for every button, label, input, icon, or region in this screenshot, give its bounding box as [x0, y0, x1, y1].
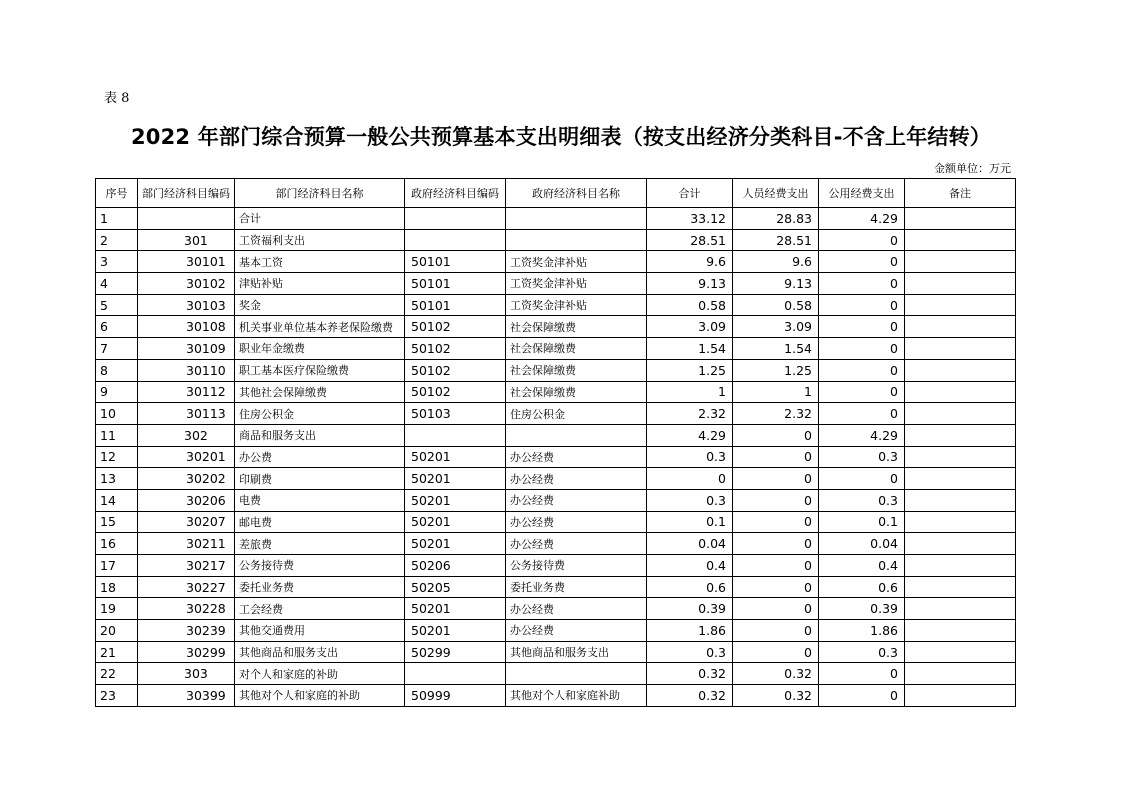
cell-dept-code: 30239 — [138, 620, 235, 642]
cell-dept-name: 其他商品和服务支出 — [235, 641, 405, 663]
cell-dept-name: 工会经费 — [235, 598, 405, 620]
cell-seq: 17 — [96, 555, 138, 577]
header-dept-name: 部门经济科目名称 — [235, 179, 405, 208]
cell-public: 0 — [819, 273, 905, 295]
cell-gov-name — [506, 208, 647, 230]
cell-dept-name: 商品和服务支出 — [235, 424, 405, 446]
cell-personnel: 0.58 — [733, 294, 819, 316]
cell-dept-code: 303 — [138, 663, 235, 685]
cell-dept-name: 公务接待费 — [235, 555, 405, 577]
cell-dept-code: 30102 — [138, 273, 235, 295]
cell-seq: 7 — [96, 338, 138, 360]
cell-dept-code: 30399 — [138, 685, 235, 707]
cell-seq: 23 — [96, 685, 138, 707]
cell-dept-name: 工资福利支出 — [235, 229, 405, 251]
cell-dept-name: 职业年金缴费 — [235, 338, 405, 360]
cell-personnel: 28.83 — [733, 208, 819, 230]
cell-note — [905, 598, 1016, 620]
cell-personnel: 0 — [733, 641, 819, 663]
cell-public: 0.3 — [819, 446, 905, 468]
cell-dept-name: 邮电费 — [235, 511, 405, 533]
cell-public: 0 — [819, 294, 905, 316]
cell-public: 0 — [819, 468, 905, 490]
cell-total: 2.32 — [647, 403, 733, 425]
table-row — [96, 663, 1016, 685]
cell-public: 0.39 — [819, 598, 905, 620]
table-row — [96, 273, 1016, 295]
header-gov-name: 政府经济科目名称 — [506, 179, 647, 208]
cell-dept-code: 301 — [138, 229, 235, 251]
budget-table — [95, 178, 1016, 707]
cell-total: 1.54 — [647, 338, 733, 360]
cell-gov-name: 办公经费 — [506, 468, 647, 490]
cell-dept-name: 津贴补贴 — [235, 273, 405, 295]
cell-gov-name — [506, 424, 647, 446]
cell-total: 1 — [647, 381, 733, 403]
cell-total: 0.3 — [647, 446, 733, 468]
table-row — [96, 576, 1016, 598]
cell-total: 0.1 — [647, 511, 733, 533]
cell-seq: 9 — [96, 381, 138, 403]
cell-note — [905, 489, 1016, 511]
cell-public: 0 — [819, 381, 905, 403]
cell-public: 4.29 — [819, 424, 905, 446]
cell-dept-code: 30206 — [138, 489, 235, 511]
cell-note — [905, 338, 1016, 360]
cell-note — [905, 620, 1016, 642]
table-row — [96, 403, 1016, 425]
table-row — [96, 208, 1016, 230]
cell-gov-name: 社会保障缴费 — [506, 338, 647, 360]
table-row — [96, 598, 1016, 620]
cell-public: 4.29 — [819, 208, 905, 230]
cell-gov-code — [405, 663, 506, 685]
cell-gov-code: 50201 — [405, 598, 506, 620]
cell-dept-name: 基本工资 — [235, 251, 405, 273]
cell-seq: 21 — [96, 641, 138, 663]
cell-dept-code: 30228 — [138, 598, 235, 620]
cell-total: 28.51 — [647, 229, 733, 251]
cell-gov-code — [405, 208, 506, 230]
cell-total: 1.86 — [647, 620, 733, 642]
cell-gov-code: 50101 — [405, 273, 506, 295]
cell-note — [905, 555, 1016, 577]
table-number: 表 8 — [104, 91, 130, 106]
cell-public: 0.6 — [819, 576, 905, 598]
cell-gov-code: 50201 — [405, 533, 506, 555]
cell-gov-code: 50103 — [405, 403, 506, 425]
cell-dept-code: 30211 — [138, 533, 235, 555]
cell-seq: 2 — [96, 229, 138, 251]
cell-gov-name: 办公经费 — [506, 446, 647, 468]
cell-note — [905, 424, 1016, 446]
cell-public: 0 — [819, 685, 905, 707]
header-seq: 序号 — [96, 179, 138, 208]
cell-gov-name: 公务接待费 — [506, 555, 647, 577]
cell-dept-name: 职工基本医疗保险缴费 — [235, 359, 405, 381]
cell-gov-name: 办公经费 — [506, 533, 647, 555]
cell-personnel: 0 — [733, 489, 819, 511]
cell-total: 1.25 — [647, 359, 733, 381]
cell-dept-code: 30227 — [138, 576, 235, 598]
cell-dept-code: 30101 — [138, 251, 235, 273]
cell-seq: 10 — [96, 403, 138, 425]
cell-note — [905, 511, 1016, 533]
cell-dept-code: 30113 — [138, 403, 235, 425]
cell-seq: 11 — [96, 424, 138, 446]
cell-seq: 12 — [96, 446, 138, 468]
cell-personnel: 0.32 — [733, 685, 819, 707]
cell-personnel: 0 — [733, 598, 819, 620]
header-personnel: 人员经费支出 — [733, 179, 819, 208]
header-row — [96, 179, 1016, 208]
cell-seq: 8 — [96, 359, 138, 381]
cell-dept-code: 30103 — [138, 294, 235, 316]
amount-unit: 金额单位：万元 — [934, 162, 1011, 175]
cell-gov-code: 50201 — [405, 511, 506, 533]
cell-seq: 6 — [96, 316, 138, 338]
cell-gov-name: 办公经费 — [506, 620, 647, 642]
cell-gov-code — [405, 229, 506, 251]
cell-gov-code: 50999 — [405, 685, 506, 707]
cell-dept-code: 30217 — [138, 555, 235, 577]
cell-public: 0.3 — [819, 641, 905, 663]
cell-personnel: 3.09 — [733, 316, 819, 338]
cell-gov-code: 50201 — [405, 446, 506, 468]
cell-personnel: 0 — [733, 468, 819, 490]
cell-dept-name: 住房公积金 — [235, 403, 405, 425]
cell-note — [905, 316, 1016, 338]
cell-dept-name: 办公费 — [235, 446, 405, 468]
cell-note — [905, 359, 1016, 381]
cell-personnel: 2.32 — [733, 403, 819, 425]
cell-seq: 13 — [96, 468, 138, 490]
cell-gov-code: 50205 — [405, 576, 506, 598]
cell-total: 3.09 — [647, 316, 733, 338]
cell-gov-code: 50201 — [405, 620, 506, 642]
cell-public: 0 — [819, 359, 905, 381]
cell-total: 9.6 — [647, 251, 733, 273]
cell-dept-code: 30207 — [138, 511, 235, 533]
cell-public: 0.1 — [819, 511, 905, 533]
cell-personnel: 0 — [733, 576, 819, 598]
cell-public: 0 — [819, 338, 905, 360]
cell-gov-code: 50102 — [405, 316, 506, 338]
table-row — [96, 620, 1016, 642]
cell-dept-code: 30109 — [138, 338, 235, 360]
cell-personnel: 0.32 — [733, 663, 819, 685]
cell-note — [905, 381, 1016, 403]
cell-seq: 15 — [96, 511, 138, 533]
cell-note — [905, 208, 1016, 230]
cell-total: 0.32 — [647, 663, 733, 685]
cell-dept-name: 其他社会保障缴费 — [235, 381, 405, 403]
cell-gov-name: 社会保障缴费 — [506, 381, 647, 403]
cell-dept-name: 其他对个人和家庭的补助 — [235, 685, 405, 707]
cell-seq: 5 — [96, 294, 138, 316]
cell-gov-code: 50102 — [405, 338, 506, 360]
cell-dept-code: 30201 — [138, 446, 235, 468]
cell-gov-code: 50201 — [405, 489, 506, 511]
table-row — [96, 338, 1016, 360]
cell-seq: 18 — [96, 576, 138, 598]
cell-total: 0.4 — [647, 555, 733, 577]
cell-personnel: 9.13 — [733, 273, 819, 295]
cell-dept-name: 委托业务费 — [235, 576, 405, 598]
cell-seq: 14 — [96, 489, 138, 511]
table-row — [96, 381, 1016, 403]
cell-note — [905, 229, 1016, 251]
cell-dept-code: 30202 — [138, 468, 235, 490]
cell-gov-code — [405, 424, 506, 446]
cell-dept-code: 30108 — [138, 316, 235, 338]
cell-gov-name: 工资奖金津补贴 — [506, 294, 647, 316]
cell-total: 33.12 — [647, 208, 733, 230]
cell-dept-name: 电费 — [235, 489, 405, 511]
cell-gov-name: 社会保障缴费 — [506, 359, 647, 381]
cell-personnel: 28.51 — [733, 229, 819, 251]
cell-personnel: 1.54 — [733, 338, 819, 360]
cell-public: 0 — [819, 316, 905, 338]
cell-public: 0 — [819, 229, 905, 251]
cell-note — [905, 641, 1016, 663]
cell-personnel: 0 — [733, 620, 819, 642]
cell-gov-name — [506, 663, 647, 685]
cell-public: 0.3 — [819, 489, 905, 511]
table-row — [96, 685, 1016, 707]
cell-gov-name: 工资奖金津补贴 — [506, 273, 647, 295]
cell-seq: 22 — [96, 663, 138, 685]
cell-personnel: 9.6 — [733, 251, 819, 273]
cell-total: 0.04 — [647, 533, 733, 555]
cell-dept-name: 奖金 — [235, 294, 405, 316]
cell-public: 0.04 — [819, 533, 905, 555]
cell-gov-name: 办公经费 — [506, 511, 647, 533]
table-body — [96, 208, 1016, 707]
header-total: 合计 — [647, 179, 733, 208]
table-row — [96, 359, 1016, 381]
cell-total: 0.3 — [647, 489, 733, 511]
cell-public: 1.86 — [819, 620, 905, 642]
cell-personnel: 0 — [733, 555, 819, 577]
cell-personnel: 0 — [733, 424, 819, 446]
cell-seq: 3 — [96, 251, 138, 273]
cell-seq: 4 — [96, 273, 138, 295]
cell-gov-name: 其他对个人和家庭补助 — [506, 685, 647, 707]
cell-dept-code: 302 — [138, 424, 235, 446]
cell-dept-name: 机关事业单位基本养老保险缴费 — [235, 316, 405, 338]
cell-dept-name: 其他交通费用 — [235, 620, 405, 642]
cell-total: 9.13 — [647, 273, 733, 295]
table-row — [96, 446, 1016, 468]
page-title: 2022 年部门综合预算一般公共预算基本支出明细表（按支出经济分类科目-不含上年结转） — [130, 125, 992, 149]
table-row — [96, 294, 1016, 316]
header-dept-code: 部门经济科目编码 — [138, 179, 235, 208]
cell-total: 0.39 — [647, 598, 733, 620]
cell-note — [905, 251, 1016, 273]
header-public: 公用经费支出 — [819, 179, 905, 208]
cell-total: 0.6 — [647, 576, 733, 598]
cell-total: 4.29 — [647, 424, 733, 446]
table-row — [96, 511, 1016, 533]
cell-note — [905, 533, 1016, 555]
cell-dept-name: 印刷费 — [235, 468, 405, 490]
cell-dept-code: 30299 — [138, 641, 235, 663]
cell-note — [905, 576, 1016, 598]
cell-note — [905, 446, 1016, 468]
cell-gov-name: 办公经费 — [506, 489, 647, 511]
table-row — [96, 251, 1016, 273]
table-row — [96, 555, 1016, 577]
cell-note — [905, 403, 1016, 425]
cell-personnel: 1 — [733, 381, 819, 403]
table-row — [96, 641, 1016, 663]
cell-dept-name: 差旅费 — [235, 533, 405, 555]
cell-seq: 20 — [96, 620, 138, 642]
table-row — [96, 468, 1016, 490]
cell-gov-name: 委托业务费 — [506, 576, 647, 598]
cell-gov-name: 办公经费 — [506, 598, 647, 620]
cell-gov-name: 住房公积金 — [506, 403, 647, 425]
table-row — [96, 316, 1016, 338]
cell-personnel: 0 — [733, 446, 819, 468]
cell-seq: 1 — [96, 208, 138, 230]
table-row — [96, 489, 1016, 511]
cell-public: 0.4 — [819, 555, 905, 577]
cell-total: 0.58 — [647, 294, 733, 316]
cell-gov-code: 50102 — [405, 381, 506, 403]
cell-dept-code — [138, 208, 235, 230]
header-note: 备注 — [905, 179, 1016, 208]
cell-note — [905, 273, 1016, 295]
cell-note — [905, 663, 1016, 685]
table-row — [96, 424, 1016, 446]
cell-dept-name: 对个人和家庭的补助 — [235, 663, 405, 685]
cell-public: 0 — [819, 403, 905, 425]
cell-personnel: 0 — [733, 533, 819, 555]
cell-gov-name — [506, 229, 647, 251]
cell-dept-name: 合计 — [235, 208, 405, 230]
cell-gov-code: 50299 — [405, 641, 506, 663]
cell-note — [905, 468, 1016, 490]
cell-gov-code: 50101 — [405, 294, 506, 316]
cell-gov-code: 50206 — [405, 555, 506, 577]
cell-public: 0 — [819, 663, 905, 685]
cell-gov-code: 50101 — [405, 251, 506, 273]
cell-gov-name: 社会保障缴费 — [506, 316, 647, 338]
cell-total: 0.32 — [647, 685, 733, 707]
cell-dept-code: 30110 — [138, 359, 235, 381]
table-row — [96, 229, 1016, 251]
cell-seq: 16 — [96, 533, 138, 555]
table-row — [96, 533, 1016, 555]
cell-public: 0 — [819, 251, 905, 273]
cell-total: 0 — [647, 468, 733, 490]
cell-dept-code: 30112 — [138, 381, 235, 403]
cell-total: 0.3 — [647, 641, 733, 663]
cell-gov-code: 50102 — [405, 359, 506, 381]
cell-note — [905, 685, 1016, 707]
header-gov-code: 政府经济科目编码 — [405, 179, 506, 208]
cell-personnel: 1.25 — [733, 359, 819, 381]
cell-gov-code: 50201 — [405, 468, 506, 490]
cell-seq: 19 — [96, 598, 138, 620]
cell-gov-name: 其他商品和服务支出 — [506, 641, 647, 663]
cell-personnel: 0 — [733, 511, 819, 533]
cell-gov-name: 工资奖金津补贴 — [506, 251, 647, 273]
cell-note — [905, 294, 1016, 316]
